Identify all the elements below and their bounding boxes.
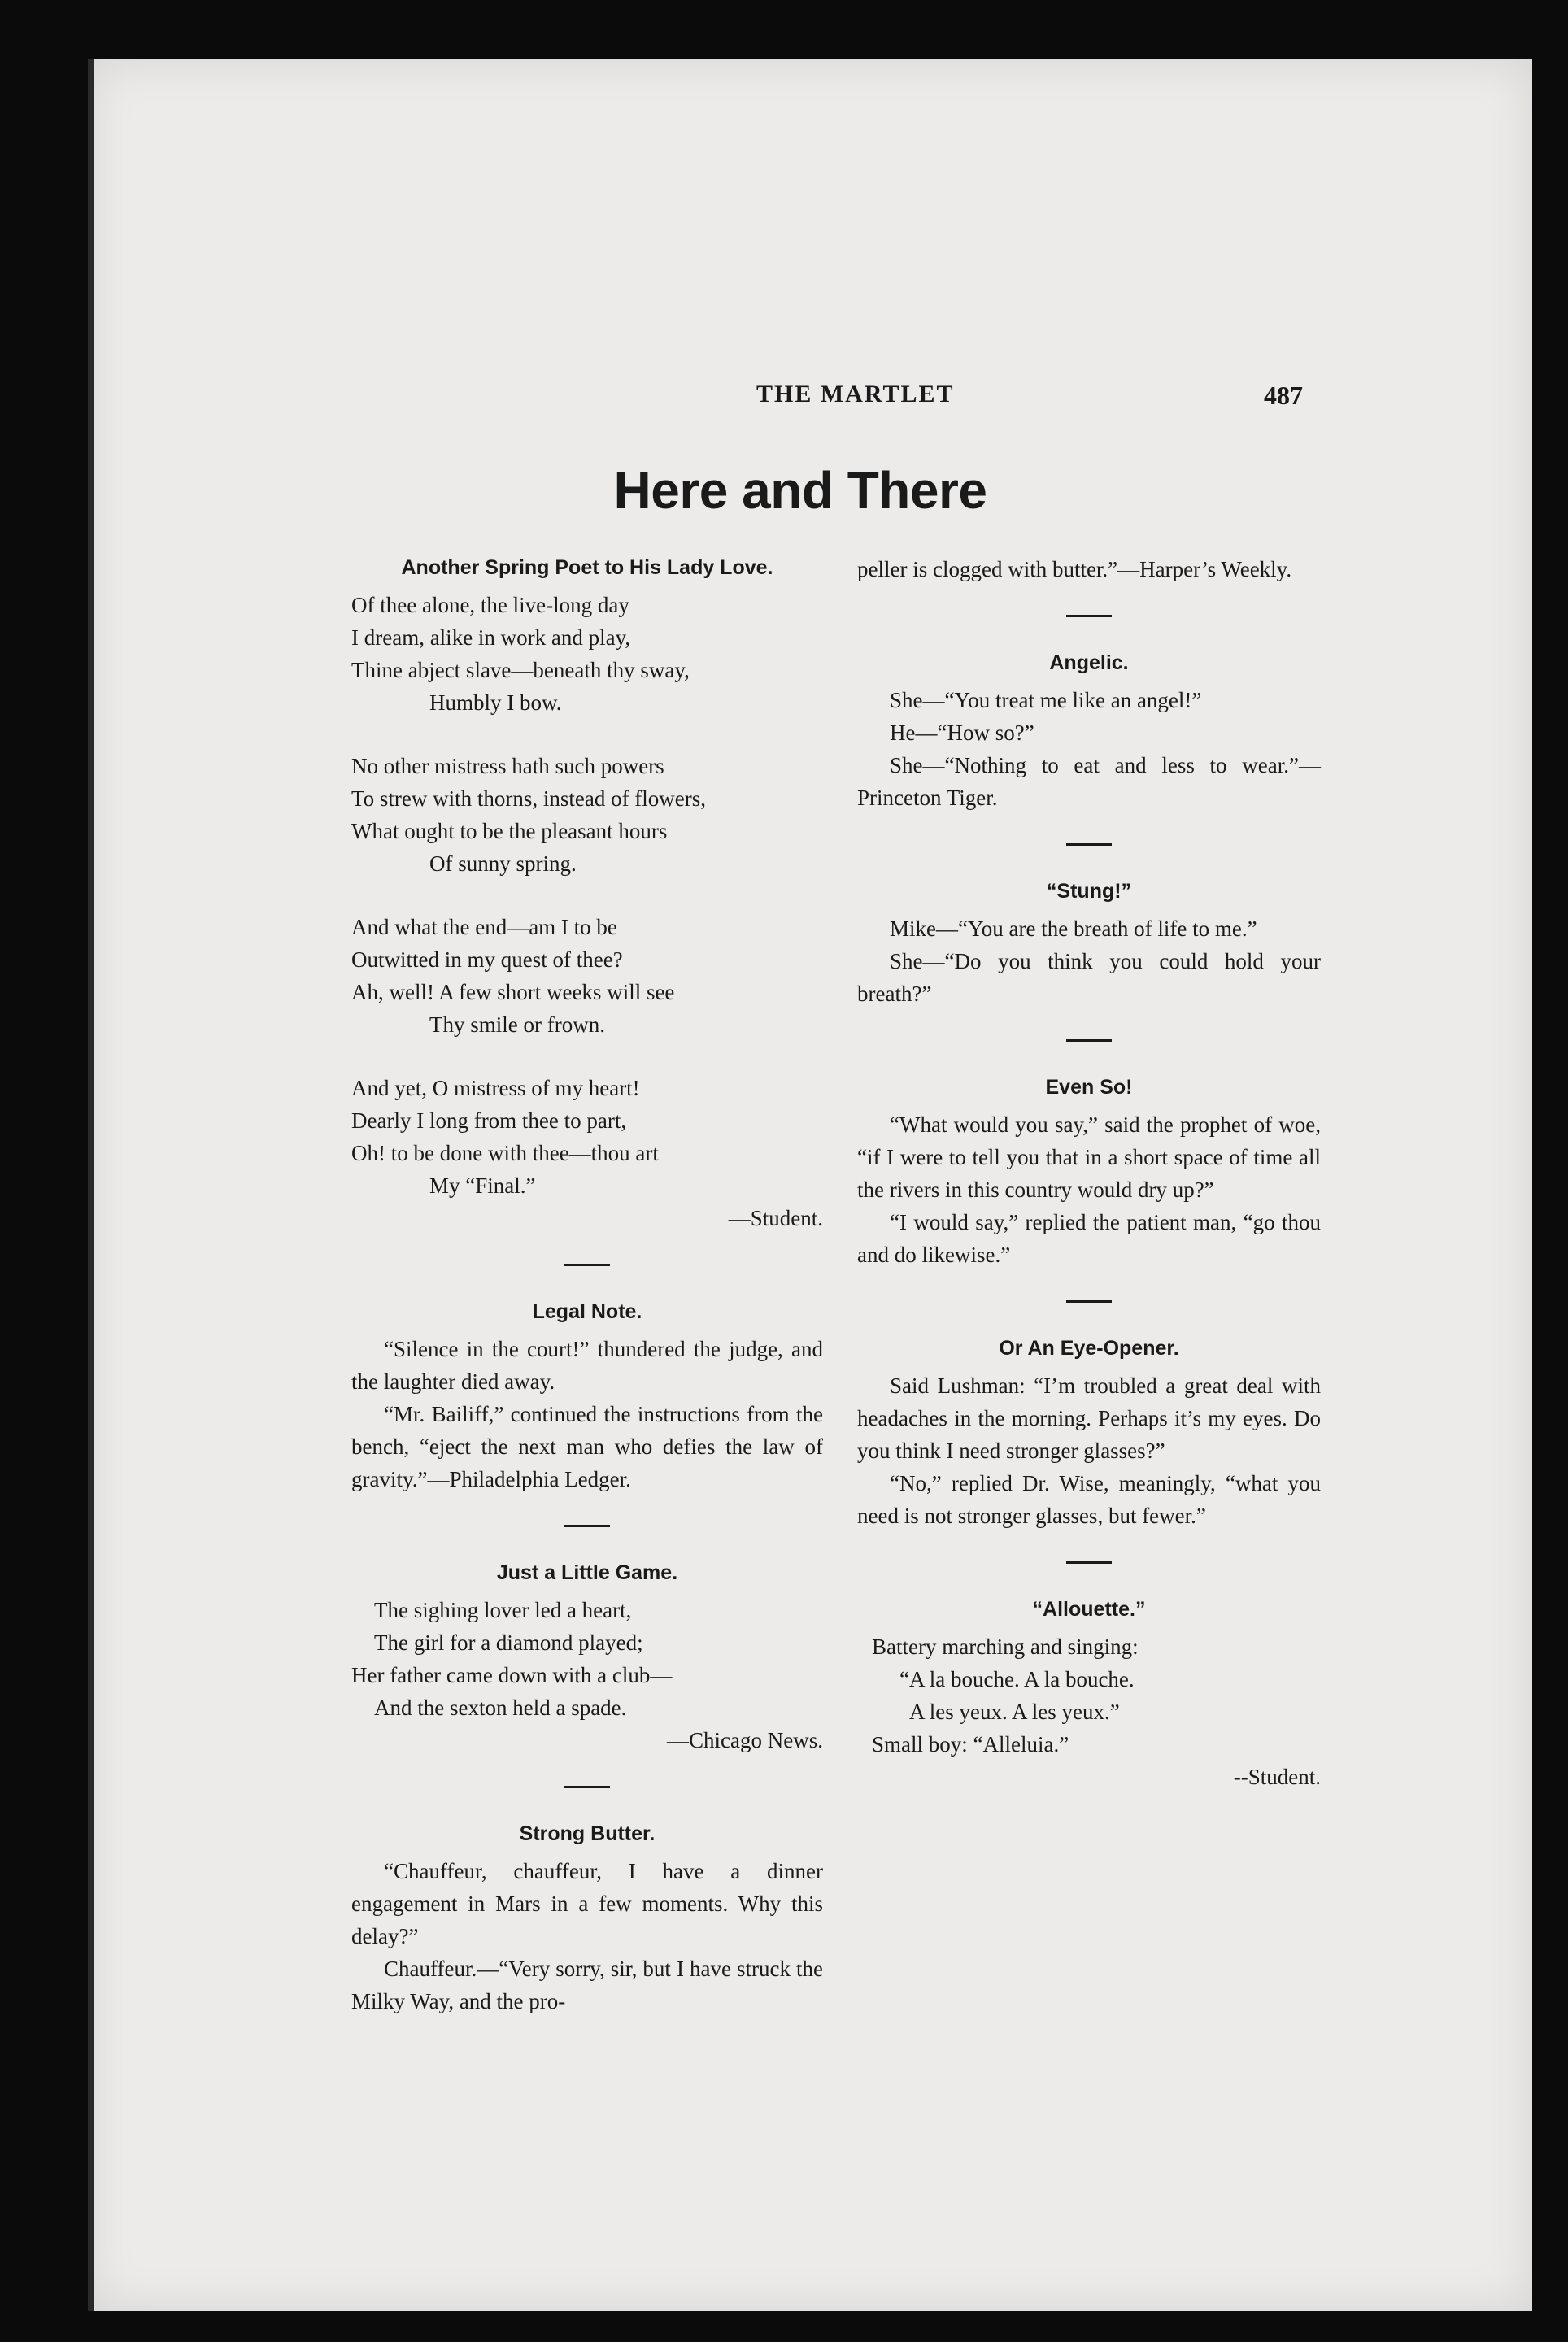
verse-line: A les yeux. A les yeux.” [909,1700,1120,1724]
poem-stanza-1 [351,589,823,719]
section-divider [1066,843,1112,846]
attribution: —Chicago News. [667,1728,823,1752]
section-divider [564,1264,610,1266]
verse-line: I dream, alike in work and play, [351,625,631,650]
section-heading: Strong Butter. [519,1822,656,1845]
poem-stanza-3 [351,911,823,1041]
dialogue-line: She—“Nothing to eat and less to wear.”—Princeton Tiger. [857,753,1321,810]
verse-line: Dearly I long from thee to part, [351,1108,627,1133]
verse-line: No other mistress hath such powers [351,754,664,778]
page-title: Here and There [613,461,987,520]
section-divider [1066,615,1112,617]
paragraph: “I would say,” replied the patient man, “go thou and do likewise.” [857,1210,1321,1267]
verse-line: Outwitted in my quest of thee? [351,947,623,972]
paragraph: Chauffeur.—“Very sorry, sir, but I have struck the Milky Way, and the pro- [351,1957,823,2013]
poem-heading: Another Spring Poet to His Lady Love. [401,556,773,579]
section-heading: “Allouette.” [1032,1598,1146,1621]
verse-line: The girl for a diamond played; [374,1630,643,1655]
verse-line: And what the end—am I to be [351,915,617,939]
paragraph: “Chauffeur, chauffeur, I have a dinner engagement in Mars in a few moments. Why this delay?” [351,1859,823,1948]
paragraph-continued: peller is clogged with butter.”—Harper’s Weekly. [857,557,1292,581]
section-divider [1066,1561,1112,1564]
verse-line: Ah, well! A few short weeks will see [351,980,675,1004]
verse-line: To strew with thorns, instead of flowers, [351,786,707,811]
paragraph: “Mr. Bailiff,” continued the instructions from the bench, “eject the next man who defies the law of gravity.”—Philadelphia Ledger. [351,1402,823,1491]
verse-line: The sighing lover led a heart, [374,1598,632,1622]
section-divider [564,1525,610,1527]
verse-line: What ought to be the pleasant hours [351,819,668,843]
poem-stanza-4 [351,1072,823,1202]
poem-stanza-2 [351,750,823,880]
verse-line: Of thee alone, the live-long day [351,593,629,617]
verse-line: And yet, O mistress of my heart! [351,1076,640,1100]
verse-line: Battery marching and singing: [872,1635,1139,1659]
paragraph: “No,” replied Dr. Wise, meaningly, “what you need is not stronger glasses, but fewer.” [857,1471,1321,1528]
section-heading: Just a Little Game. [496,1561,678,1584]
section-heading: Even So! [1045,1076,1133,1099]
verse-line: Thine abject slave—beneath thy sway, [351,658,690,682]
verse-line: And the sexton held a spade. [374,1696,627,1720]
right-column [857,553,1321,1793]
attribution: --Student. [1233,1765,1321,1789]
poem-lines [351,1594,823,1724]
verse-line: Of sunny spring. [429,851,577,876]
section-divider [564,1786,610,1788]
dialogue-line: She—“You treat me like an angel!” [890,688,1202,712]
section-heading: “Stung!” [1046,880,1132,903]
section-heading: Or An Eye-Opener. [999,1337,1179,1360]
left-column [351,553,823,2018]
dialogue-line: He—“How so?” [890,720,1034,745]
verse-line: Thy smile or frown. [429,1012,605,1037]
section-divider [1066,1300,1112,1303]
paragraph: Said Lushman: “I’m troubled a great deal with headaches in the morning. Perhaps it’s my eyes. Do you think I need stronger glasses?” [857,1373,1321,1463]
page-number: 487 [1264,381,1303,410]
dialogue-line: She—“Do you think you could hold your breath?” [857,949,1321,1006]
paragraph: “Silence in the court!” thundered the judge, and the laughter died away. [351,1337,823,1394]
page-binding-edge [88,59,94,2311]
verse-line: Oh! to be done with thee—thou art [351,1141,659,1165]
verse-line: Her father came down with a club— [351,1663,673,1687]
attribution: —Student. [728,1206,823,1230]
paragraph: “What would you say,” said the prophet of woe, “if I were to tell you that in a short space of time all the rivers in this country would dry up?” [857,1112,1321,1202]
section-heading: Legal Note. [532,1300,642,1323]
dialogue-line: Mike—“You are the breath of life to me.” [890,916,1257,941]
verse-line: Humbly I bow. [429,690,562,715]
section-divider [1066,1039,1112,1042]
section-heading: Angelic. [1049,651,1129,674]
verse-line: My “Final.” [429,1173,536,1198]
verse-line: Small boy: “Alleluia.” [872,1732,1069,1756]
running-head: THE MARTLET [756,381,955,407]
verse-line: “A la bouche. A la bouche. [899,1667,1135,1691]
